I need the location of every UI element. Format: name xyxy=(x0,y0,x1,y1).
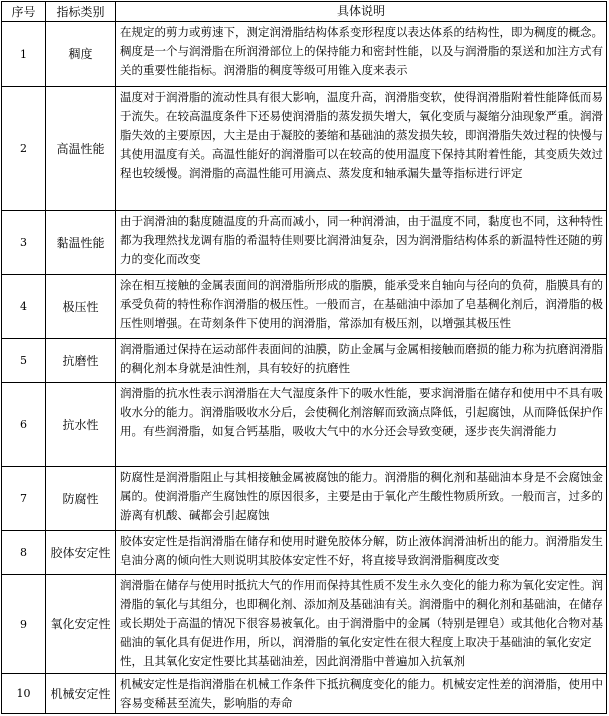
row-category: 高温性能 xyxy=(46,87,116,210)
row-description: 机械安定性是指润滑脂在机械工作条件下抵抗稠度变化的能力。机械安定性差的润滑脂，使用中容易变稀甚至流失，影响脂的寿命 xyxy=(120,677,603,710)
row-category: 极压性 xyxy=(46,275,116,338)
table-row xyxy=(2,339,606,383)
row-no: 8 xyxy=(2,531,46,574)
row-description: 润滑脂在储存与使用时抵抗大气的作用而保持其性质不发生永久变化的能力称为氧化安定性。润滑脂的氧化与其组分，也即稠化剂、添加剂及基础油有关。润滑脂中的稠化剂和基础油，在储存或长期处于高温的情况下很容易被氧化。由于润滑脂中的金属（特别是锂皂）或其他化合物对基础油的氧化具有促进作用，所以，润滑脂的氧化安定性在很大程度上取决于基础油的氧化安定性，且其氧化安定性要比其基础油差，因此润滑脂中普遍加入抗氧剂 xyxy=(120,578,603,668)
table-row xyxy=(2,383,606,467)
header-category: 指标类别 xyxy=(46,2,116,21)
row-no: 1 xyxy=(2,22,46,86)
row-description: 在规定的剪力或剪速下，测定润滑脂结构体系变形程度以表达体系的结构性，即为稠度的概念。稠度是一个与润滑脂在所润滑部位上的保持能力和密封性能，以及与润滑脂的泵送和加注方式有关的重要性能指标。润滑脂的稠度等级可用锥入度来表示 xyxy=(120,25,603,77)
row-no: 10 xyxy=(2,674,46,713)
table-row xyxy=(2,531,606,575)
row-description: 温度对于润滑脂的流动性具有很大影响，温度升高，润滑脂变软，使得润滑脂附着性能降低而易于流失。在较高温度条件下还易使润滑脂的蒸发损失增大，氧化变质与凝缩分油现象严重。润滑脂失效的主要原因，大主是由于凝胶的萎缩和基础油的蒸发损失较，即润滑脂失效过程的快慢与其使用温度有关。高温性能好的润滑脂可以在较高的使用温度下保持其附着性能，其变质失效过程也较缓慢。润滑脂的高温性能可用滴点、蒸发度和轴承漏失量等指标进行评定 xyxy=(120,90,603,180)
row-no: 9 xyxy=(2,575,46,673)
table-row xyxy=(2,575,606,674)
row-no: 2 xyxy=(2,87,46,210)
row-category: 胶体安定性 xyxy=(46,531,116,574)
row-no: 3 xyxy=(2,211,46,274)
row-no: 7 xyxy=(2,467,46,530)
header-no: 序号 xyxy=(2,2,46,21)
row-category: 抗磨性 xyxy=(46,339,116,382)
row-description: 胶体安定性是指润滑脂在储存和使用时避免胶体分解，防止液体润滑油析出的能力。润滑脂发生皂油分离的倾向性大则说明其胶体安定性不好，将直接导致润滑脂稠度改变 xyxy=(120,534,603,567)
row-no: 4 xyxy=(2,275,46,338)
row-category: 稠度 xyxy=(46,22,116,86)
header-description: 具体说明 xyxy=(336,4,385,18)
row-description: 由于润滑油的黏度随温度的升高而减小，同一种润滑油，由于温度不同，黏度也不同，这种特性都为我理然找龙调有脂的希温特佳则要比润滑油复杂，因为润滑脂结构体系的新温特性还随的剪力的变化而改变 xyxy=(120,214,603,266)
table-row xyxy=(2,467,606,531)
row-category: 防腐性 xyxy=(46,467,116,530)
row-description: 润滑脂通过保持在运动部件表面间的油膜，防止金属与金属相接触而磨损的能力称为抗磨润滑脂的稠化剂本身就是油性剂，具有较好的抗磨性 xyxy=(120,342,603,375)
table-row xyxy=(2,22,606,87)
row-description: 防腐性是润滑脂阻止与其相接触金属被腐蚀的能力。润滑脂的稠化剂和基础油本身是不会腐蚀金属的。使润滑脂产生腐蚀性的原因很多，主要是由于氧化产生酸性物质所致。一般而言，过多的游离有机酸、碱都会引起腐蚀 xyxy=(120,470,603,522)
row-category: 抗水性 xyxy=(46,383,116,466)
row-category: 黏温性能 xyxy=(46,211,116,274)
table-row xyxy=(2,211,606,275)
row-no: 5 xyxy=(2,339,46,382)
row-no: 6 xyxy=(2,383,46,466)
table-header-row xyxy=(2,2,606,22)
table-row xyxy=(2,275,606,339)
row-category: 机械安定性 xyxy=(46,674,116,713)
row-category: 氧化安定性 xyxy=(46,575,116,673)
table-row xyxy=(2,87,606,211)
table-row xyxy=(2,674,606,713)
row-description: 润滑脂的抗水性表示润滑脂在大气湿度条件下的吸水性能，要求润滑脂在储存和使用中不具有吸收水分的能力。润滑脂吸收水分后，会使稠化剂溶解而致滴点降低，引起腐蚀，从而降低保护作用。有些润滑脂，如复合钙基脂，吸收大气中的水分还会导致变硬，逐步丧失润滑能力 xyxy=(120,386,603,438)
grease-properties-table xyxy=(1,1,607,714)
row-description: 涂在相互接触的金属表面间的润滑脂所形成的脂膜，能承受来自轴向与径向的负荷，脂膜具有的承受负荷的特性称作润滑脂的极压性。一般而言，在基础油中添加了皂基稠化剂后，润滑脂的极压性则增强。在苛刻条件下使用的润滑脂，常添加有极压剂，以增强其极压性 xyxy=(120,278,603,330)
